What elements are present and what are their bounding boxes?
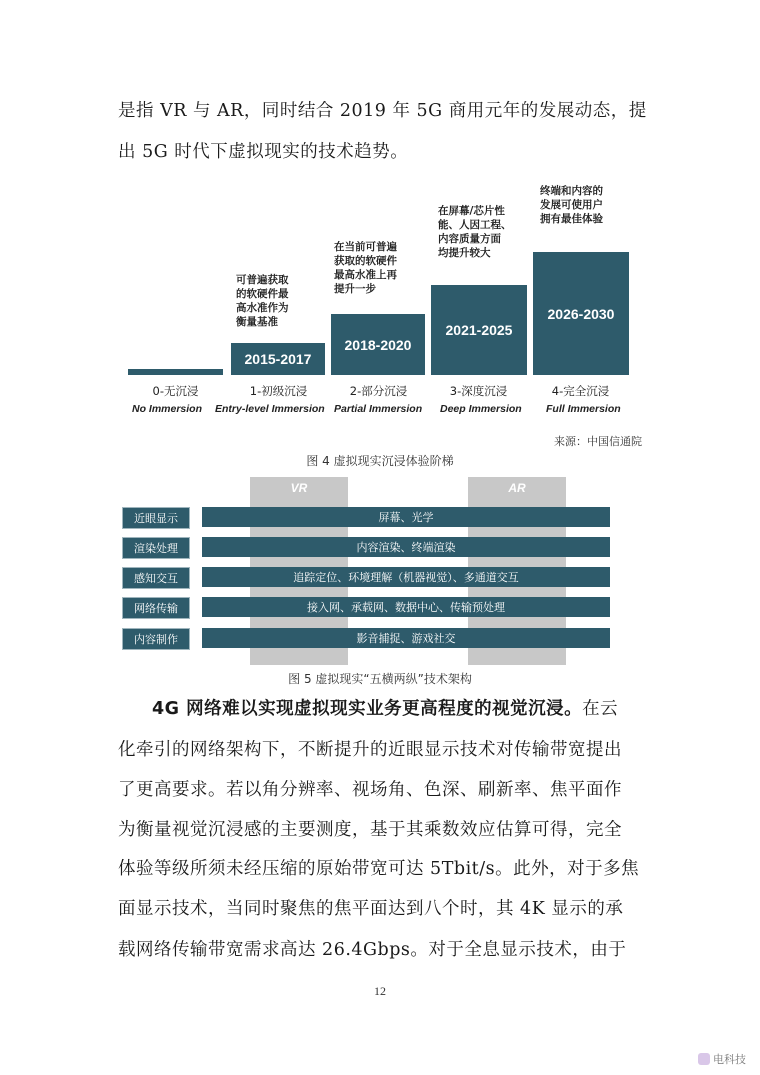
level-label-3: 3-深度沉浸	[449, 384, 508, 398]
layer-label-network: 网络传输	[122, 597, 190, 619]
layer-label-content: 内容制作	[122, 628, 190, 650]
layer-label-rendering: 渲染处理	[122, 537, 190, 559]
immersion-staircase-figure	[118, 180, 648, 425]
intro-line-2: 出 5G 时代下虚拟现实的技术趋势。	[118, 142, 409, 162]
layer-label-interaction: 感知交互	[122, 567, 190, 589]
step-note-1: 可普遍获取 的软硬件最 高水准作为 衡量基准	[236, 274, 289, 328]
layer-bar-interaction: 追踪定位、环境理解（机器视觉）、多通道交互	[202, 567, 610, 587]
body-line-1	[152, 698, 642, 720]
layer-bar-content: 影音捕捉、游戏社交	[202, 628, 610, 648]
body-line-3: 了更高要求。若以角分辨率、视场角、色深、刷新率、焦平面作	[118, 780, 622, 800]
layer-label-display: 近眼显示	[122, 507, 190, 529]
level-en-4: Full Immersion	[546, 403, 621, 415]
body-line-6: 面显示技术，当同时聚焦的焦平面达到八个时，其 4K 显示的承	[118, 899, 624, 919]
figure-source: 来源：中国信通院	[554, 435, 642, 448]
step-note-3: 在屏幕/芯片性 能、人因工程、 内容质量方面 均提升较大	[438, 205, 512, 259]
step-note-4: 终端和内容的 发展可使用户 拥有最佳体验	[540, 185, 603, 225]
watermark-logo-icon	[698, 1053, 710, 1065]
step-bar-4: 2026-2030	[533, 252, 629, 375]
ar-column-label: AR	[508, 481, 526, 495]
level-label-1: 1-初级沉浸	[249, 384, 308, 398]
level-label-4: 4-完全沉浸	[551, 384, 610, 398]
level-en-2: Partial Immersion	[334, 403, 423, 415]
body-line-2: 化牵引的网络架构下，不断提升的近眼显示技术对传输带宽提出	[118, 740, 622, 760]
vr-column-label: VR	[290, 481, 308, 495]
step-bar-2: 2018-2020	[331, 314, 425, 375]
level-en-1: Entry-level Immersion	[215, 403, 325, 415]
step-note-2: 在当前可普遍 获取的软硬件 最高水准上再 提升一步	[334, 241, 397, 295]
body-line-1-rest: 在云	[582, 699, 619, 719]
level-en-0: No Immersion	[132, 403, 203, 415]
step-bar-0	[128, 369, 223, 375]
figure5-caption: 图 5 虚拟现实“五横两纵”技术架构	[288, 672, 472, 686]
layer-bar-display: 屏幕、光学	[202, 507, 610, 527]
figure4-caption: 图 4 虚拟现实沉浸体验阶梯	[306, 454, 454, 468]
intro-line-1: 是指 VR 与 AR，同时结合 2019 年 5G 商用元年的发展动态，提	[118, 101, 647, 121]
step-bar-1: 2015-2017	[231, 343, 325, 375]
watermark	[698, 1051, 746, 1067]
step-bar-3: 2021-2025	[431, 285, 527, 375]
body-bold-lead: 4G 网络难以实现虚拟现实业务更高程度的视觉沉浸。	[152, 699, 583, 719]
layer-bar-rendering: 内容渲染、终端渲染	[202, 537, 610, 557]
body-line-5: 体验等级所须未经压缩的原始带宽可达 5Tbit/s。此外，对于多焦	[118, 859, 640, 879]
architecture-figure	[118, 477, 648, 665]
level-en-3: Deep Immersion	[440, 403, 522, 415]
level-label-0: 0-无沉浸	[152, 384, 199, 398]
watermark-text: 电科技	[713, 1053, 746, 1066]
body-line-4: 为衡量视觉沉浸感的主要测度，基于其乘数效应估算可得，完全	[118, 820, 622, 840]
page-number: 12	[374, 984, 386, 998]
level-label-2: 2-部分沉浸	[349, 384, 408, 398]
body-line-7: 载网络传输带宽需求高达 26.4Gbps。对于全息显示技术，由于	[118, 940, 627, 960]
layer-bar-network: 接入网、承载网、数据中心、传输预处理	[202, 597, 610, 617]
